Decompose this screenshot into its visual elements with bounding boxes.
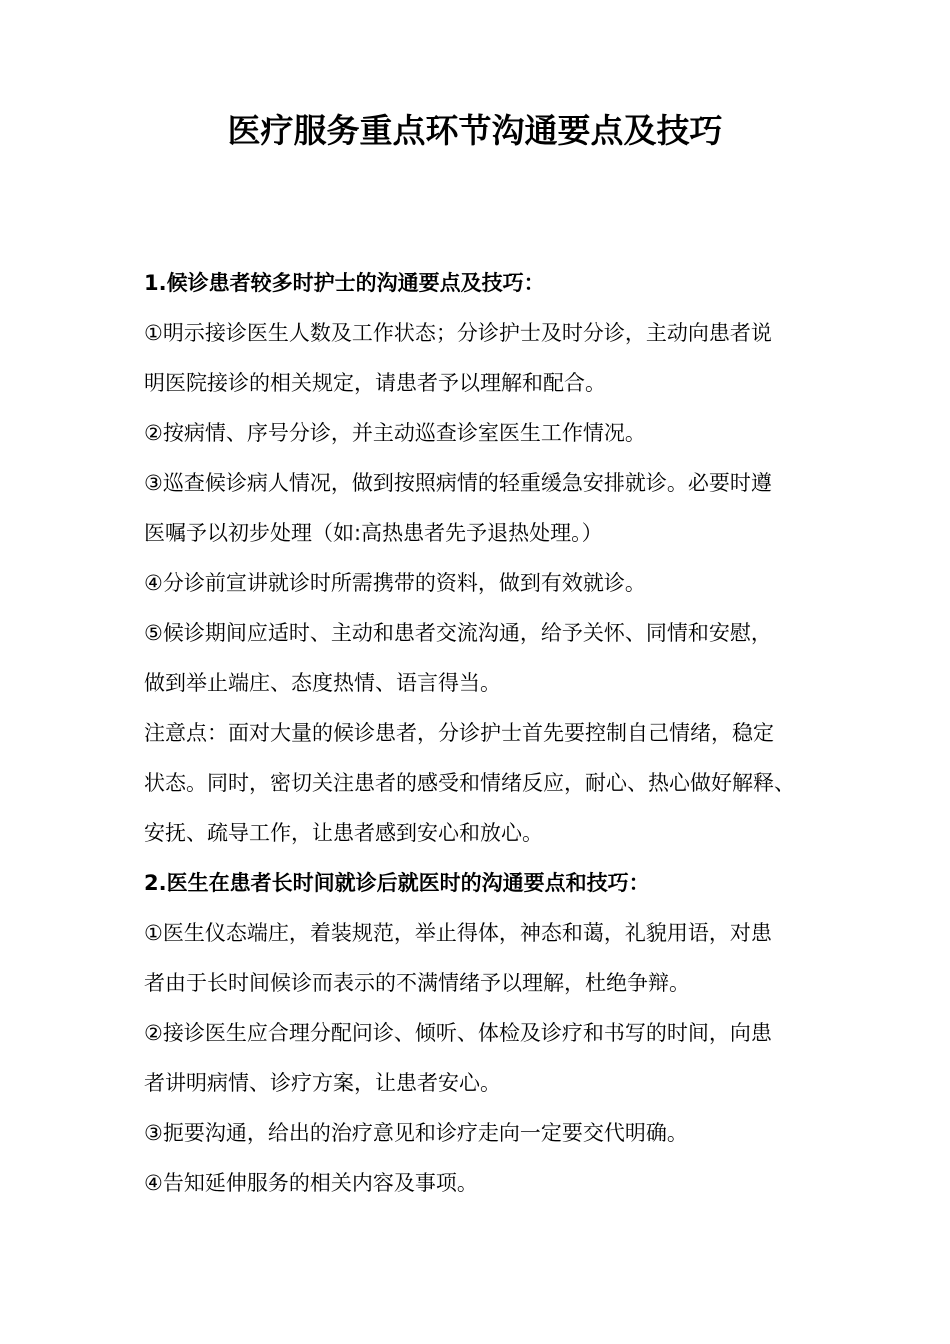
- body-line: ③巡查候诊病人情况，做到按照病情的轻重缓急安排就诊。必要时遵: [144, 471, 772, 495]
- body-line: ①明示接诊医生人数及工作状态；分诊护士及时分诊，主动向患者说: [144, 321, 772, 345]
- body-line: ②按病情、序号分诊，并主动巡查诊室医生工作情况。: [144, 421, 646, 445]
- body-line: 注意点：面对大量的候诊患者，分诊护士首先要控制自己情绪，稳定: [144, 721, 774, 745]
- body-line: 者由于长时间候诊而表示的不满情绪予以理解，杜绝争辩。: [144, 971, 690, 995]
- body-line: ④告知延伸服务的相关内容及事项。: [144, 1171, 478, 1195]
- section-heading: 2.医生在患者长时间就诊后就医时的沟通要点和技巧：: [144, 871, 650, 895]
- body-line: 者讲明病情、诊疗方案，让患者安心。: [144, 1071, 501, 1095]
- body-line: ⑤候诊期间应适时、主动和患者交流沟通，给予关怀、同情和安慰，: [144, 621, 772, 645]
- body-line: ②接诊医生应合理分配问诊、倾听、体检及诊疗和书写的时间，向患: [144, 1021, 772, 1045]
- body-line: ④分诊前宣讲就诊时所需携带的资料，做到有效就诊。: [144, 571, 646, 595]
- section-heading: 1.候诊患者较多时护士的沟通要点及技巧：: [144, 271, 545, 295]
- body-line: ①医生仪态端庄，着装规范，举止得体，神态和蔼，礼貌用语，对患: [144, 921, 772, 945]
- body-line: 做到举止端庄、态度热情、语言得当。: [144, 671, 501, 695]
- body-line: 明医院接诊的相关规定，请患者予以理解和配合。: [144, 371, 606, 395]
- body-line: 安抚、疏导工作，让患者感到安心和放心。: [144, 821, 543, 845]
- document-body: [144, 258, 814, 1208]
- body-line: 医嘱予以初步处理（如:高热患者先予退热处理。）: [144, 521, 603, 545]
- body-line: ③扼要沟通，给出的治疗意见和诊疗走向一定要交代明确。: [144, 1121, 688, 1145]
- document-title: 医疗服务重点环节沟通要点及技巧: [227, 111, 723, 150]
- body-line: 状态。同时，密切关注患者的感受和情绪反应，耐心、热心做好解释、: [144, 771, 795, 795]
